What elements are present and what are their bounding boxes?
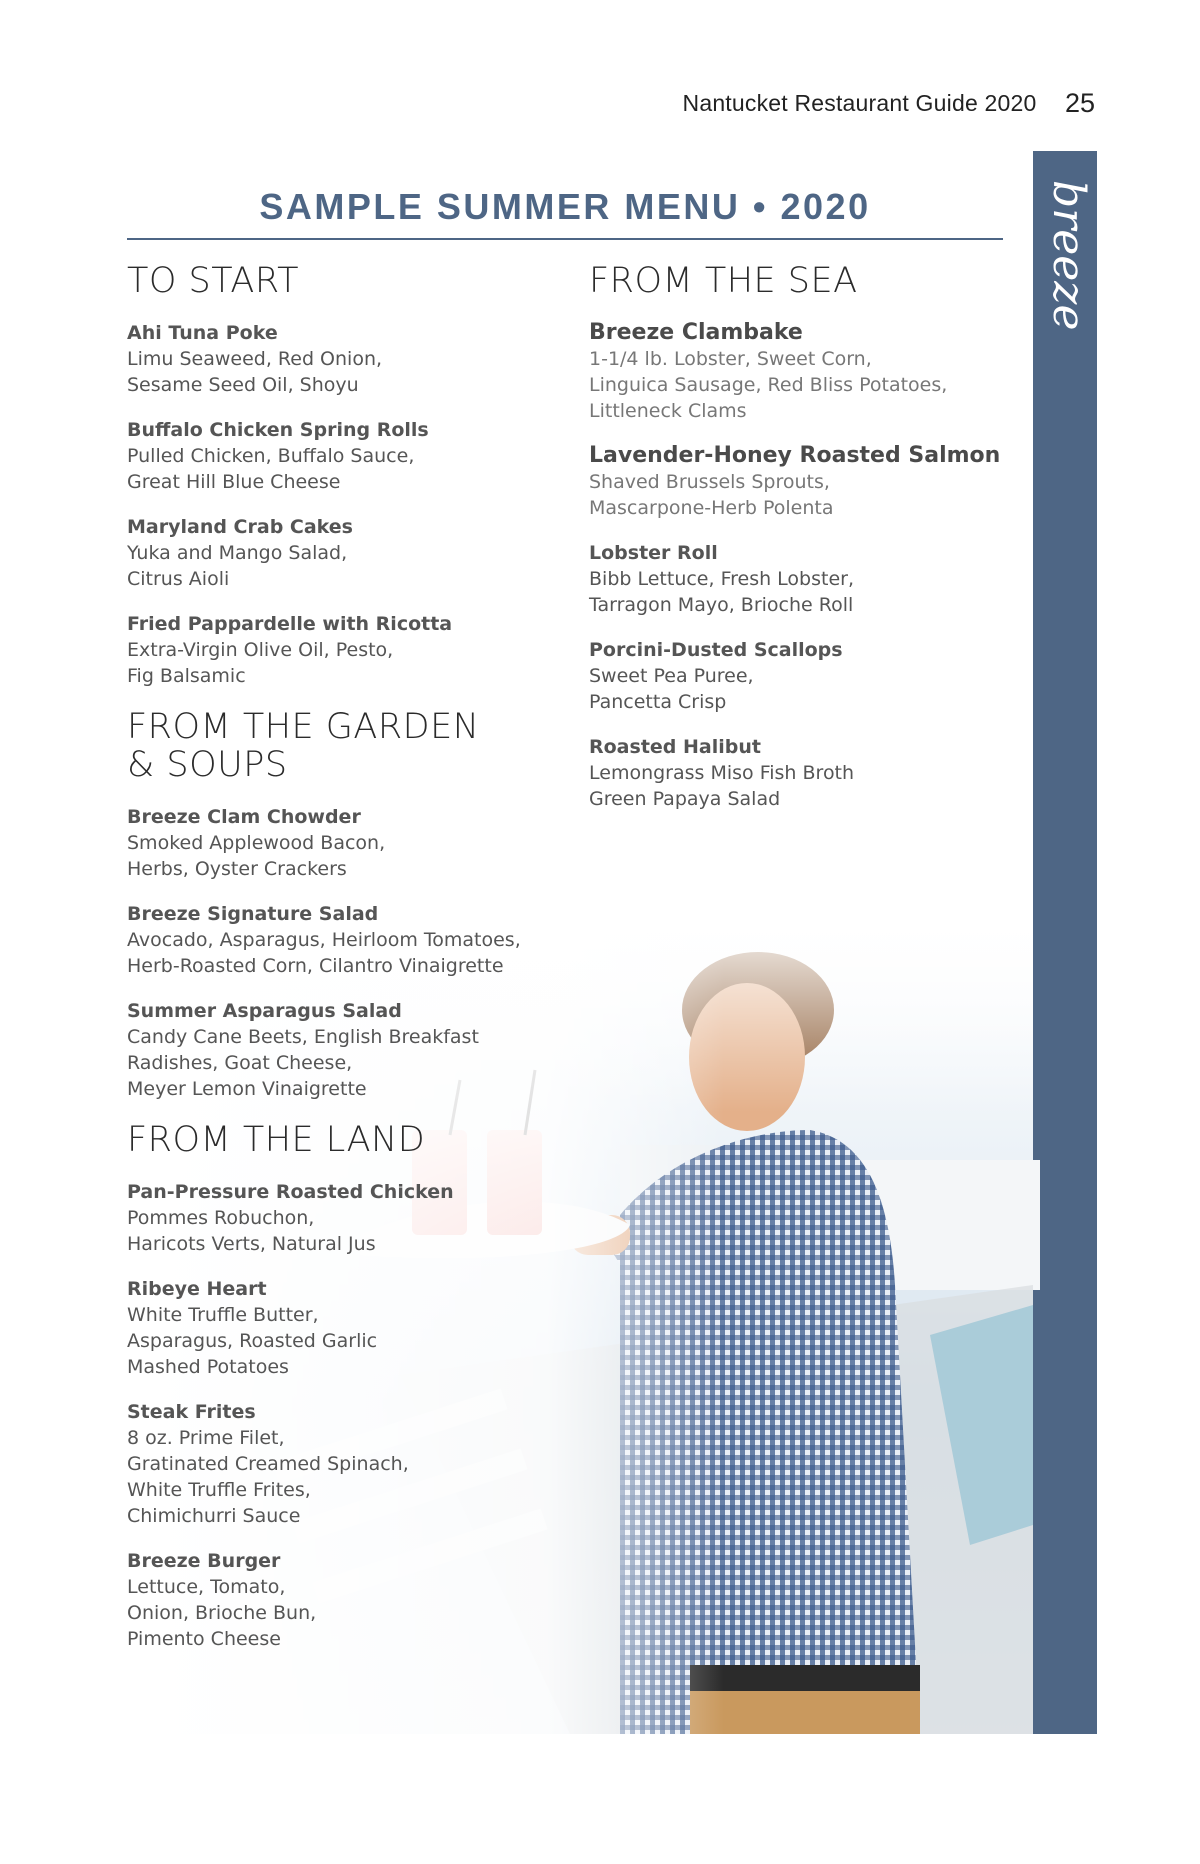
item-description: White Truffle Butter, Asparagus, Roasted Garlic Mashed Potatoes [127, 1304, 378, 1378]
item-description: Pulled Chicken, Buffalo Sauce, Great Hill Blue Cheese [127, 445, 415, 493]
section-title-garden [127, 708, 597, 784]
item-description: Avocado, Asparagus, Heirloom Tomatoes, Herb-Roasted Corn, Cilantro Vinaigrette [127, 929, 521, 977]
menu-item [589, 320, 1009, 424]
breeze-logo [1040, 170, 1094, 370]
menu-item [589, 540, 1009, 618]
item-name: Buffalo Chicken Spring Rolls [127, 419, 429, 441]
menu-title: SAMPLE SUMMER MENU • 2020 [259, 186, 871, 227]
title-divider [127, 238, 1003, 240]
menu-item [127, 320, 597, 398]
item-name: Lavender-Honey Roasted Salmon [589, 443, 1001, 468]
item-name: Porcini-Dusted Scallops [589, 639, 843, 661]
menu-item [589, 637, 1009, 715]
item-description: Shaved Brussels Sprouts, Mascarpone-Herb Polenta [589, 471, 834, 519]
item-description: 1-1/4 lb. Lobster, Sweet Corn, Linguica Sausage, Red Bliss Potatoes, Littleneck Clams [589, 348, 948, 422]
item-description: Lemongrass Miso Fish Broth Green Papaya Salad [589, 762, 855, 810]
item-name: Ribeye Heart [127, 1278, 267, 1300]
section-title-to-start: TO START [127, 261, 300, 301]
right-column [589, 262, 1009, 831]
item-name: Roasted Halibut [589, 736, 761, 758]
menu-item [127, 901, 597, 979]
item-name: Fried Pappardelle with Ricotta [127, 613, 453, 635]
item-description: Yuka and Mango Salad, Citrus Aioli [127, 542, 348, 590]
page-number: 25 [1064, 88, 1095, 118]
section-title-sea: FROM THE SEA [589, 261, 858, 301]
menu-item [589, 443, 1009, 521]
item-description: Extra-Virgin Olive Oil, Pesto, Fig Balsamic [127, 639, 394, 687]
item-name: Steak Frites [127, 1401, 256, 1423]
menu-item [127, 514, 597, 592]
section-title-land: FROM THE LAND [127, 1120, 426, 1160]
left-column [127, 262, 597, 1671]
page-header [0, 88, 1095, 120]
menu-item [127, 417, 597, 495]
section-title-garden-line1: FROM THE GARDEN [127, 707, 480, 747]
guide-title: Nantucket Restaurant Guide 2020 [682, 90, 1037, 116]
item-name: Breeze Burger [127, 1550, 281, 1572]
menu-item [127, 1179, 597, 1257]
section-title-garden-line2: & SOUPS [127, 745, 288, 785]
menu-item [127, 998, 597, 1102]
menu-item [127, 1276, 597, 1380]
item-name: Breeze Signature Salad [127, 903, 379, 925]
item-description: Pommes Robuchon, Haricots Verts, Natural Jus [127, 1207, 376, 1255]
item-description: 8 oz. Prime Filet, Gratinated Creamed Spinach, White Truffle Frites, Chimichurri Sauce [127, 1427, 409, 1527]
item-description: Bibb Lettuce, Fresh Lobster, Tarragon Mayo, Brioche Roll [589, 568, 855, 616]
item-description: Sweet Pea Puree, Pancetta Crisp [589, 665, 754, 713]
item-name: Breeze Clambake [589, 320, 803, 345]
breeze-logo-text: breeze [1043, 180, 1094, 331]
brand-sidebar [1033, 151, 1097, 1734]
item-description: Limu Seaweed, Red Onion, Sesame Seed Oil, Shoyu [127, 348, 383, 396]
item-name: Pan-Pressure Roasted Chicken [127, 1181, 454, 1203]
menu-item [127, 804, 597, 882]
menu-item [589, 734, 1009, 812]
item-name: Breeze Clam Chowder [127, 806, 361, 828]
item-description: Lettuce, Tomato, Onion, Brioche Bun, Pimento Cheese [127, 1576, 317, 1650]
item-name: Summer Asparagus Salad [127, 1000, 402, 1022]
item-description: Candy Cane Beets, English Breakfast Radishes, Goat Cheese, Meyer Lemon Vinaigrette [127, 1026, 479, 1100]
item-name: Maryland Crab Cakes [127, 516, 353, 538]
item-name: Ahi Tuna Poke [127, 322, 278, 344]
menu-item [127, 1399, 597, 1529]
menu-item [127, 611, 597, 689]
menu-item [127, 1548, 597, 1652]
item-description: Smoked Applewood Bacon, Herbs, Oyster Crackers [127, 832, 386, 880]
item-name: Lobster Roll [589, 542, 718, 564]
